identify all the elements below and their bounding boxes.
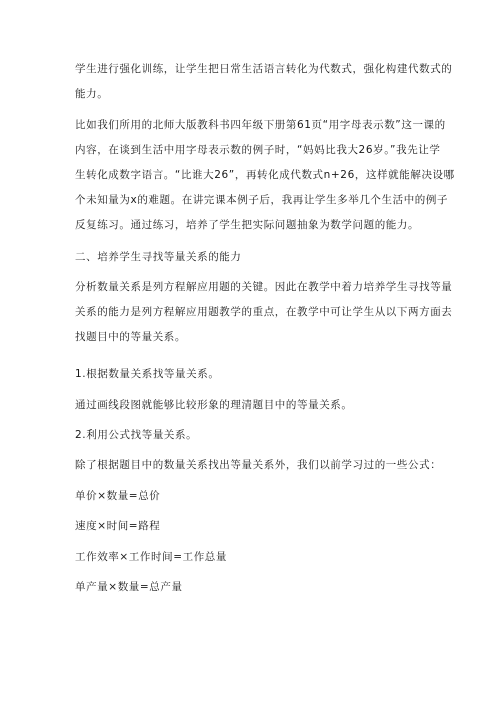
section-heading [75,245,435,270]
text-line: 找题目中的等量关系。 [75,331,186,343]
paragraph-4 [75,393,435,418]
paragraph-1 [75,57,453,107]
paragraph-2 [75,113,455,238]
paragraph-3 [75,275,453,350]
formula-text: 单价×数量=总价 [75,490,161,502]
text-line: 除了根据题目中的数量关系找出等量关系外，我们以前学习过的一些公式： [75,459,442,471]
text-line: 比如我们所用的北师大版教科书四年级下册第61页“用字母表示数”这一课的 [75,119,446,131]
text-line: 个未知量为x的难题。在讲完课本例子后，我再让学生多举几个生活中的例子 [75,194,449,206]
subheading-1 [75,362,435,387]
subheading-2 [75,423,435,448]
formula-text: 速度×时间=路程 [75,520,161,532]
formula-unit-price [75,484,435,509]
paragraph-5 [75,453,442,478]
subheading-text: 1.根据数量关系找等量关系。 [75,368,220,380]
heading-text: 二、培养学生寻找等量关系的能力 [75,251,242,263]
formula-distance [75,514,435,539]
formula-text: 单产量×数量=总产量 [75,581,183,593]
text-line: 能力。 [75,88,109,100]
formula-text: 工作效率×工作时间=工作总量 [75,551,227,563]
text-line: 学生进行强化训练，让学生把日常生活语言转化为代数式，强化构建代数式的 [75,63,453,75]
text-line: 反复练习。通过练习，培养了学生把实际问题抽象为数学问题的能力。 [75,219,420,231]
subheading-text: 2.利用公式找等量关系。 [75,429,198,441]
text-line: 生转化成数字语言。“比谁大26”，再转化成代数式n+26，这样就能解决设哪 [75,169,455,181]
text-line: 分析数量关系是列方程解应用题的关键。因此在教学中着力培养学生寻找等量 [75,281,453,293]
text-line: 通过画线段图就能够比较形象的理清题目中的等量关系。 [75,399,353,411]
text-line: 关系的能力是列方程解应用题教学的重点，在教学中可让学生从以下两方面去 [75,306,453,318]
formula-work [75,545,435,570]
text-line: 内容，在谈到生活中用字母表示数的例子时，“妈妈比我大26岁。”我先让学 [75,144,441,156]
formula-yield [75,575,435,600]
